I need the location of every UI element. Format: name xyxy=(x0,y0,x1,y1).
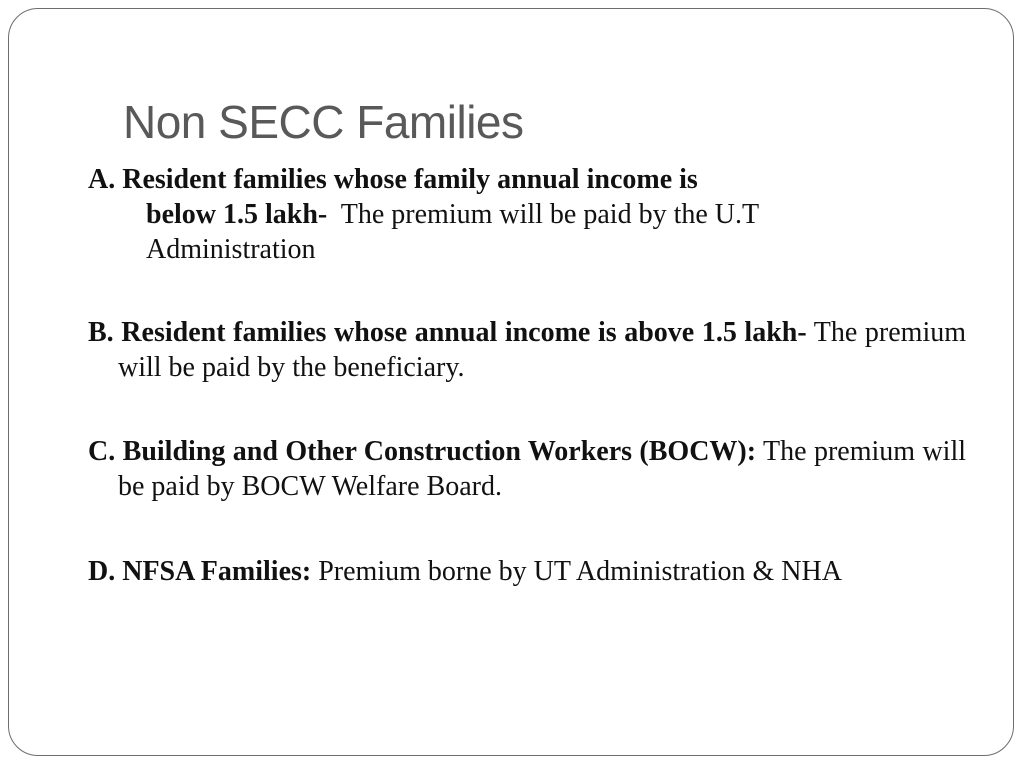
item-b-normal-text: The premium will be paid by the beneficiary. xyxy=(118,317,967,383)
item-a-line-2 xyxy=(88,197,878,232)
item-a-bold-line-2: below 1.5 lakh- xyxy=(146,199,328,230)
list-item-b xyxy=(88,315,966,385)
list-item-c xyxy=(88,434,966,504)
slide-title: Non SECC Families xyxy=(123,96,524,148)
list-item-a xyxy=(88,162,878,267)
item-a-marker: A. xyxy=(88,164,116,195)
item-a-line-1 xyxy=(88,162,878,197)
item-d-marker: D. xyxy=(88,556,116,587)
item-d-normal-text: Premium borne by UT Administration & NHA xyxy=(318,556,842,587)
item-c-bold-text: Building and Other Construction Workers (BOCW): xyxy=(122,436,757,467)
list-item-d xyxy=(88,554,966,589)
item-d-bold-text: NFSA Families: xyxy=(122,556,312,587)
item-a-normal-line-3: Administration xyxy=(146,234,316,265)
item-c-marker: C. xyxy=(88,436,116,467)
item-c-normal-text: The premium will be paid by BOCW Welfare Board. xyxy=(118,436,967,502)
item-b-marker: B. xyxy=(88,317,114,348)
item-a-normal-line-2: The premium will be paid by the U.T xyxy=(340,199,760,230)
item-a-bold-line-1: Resident families whose family annual income is xyxy=(122,164,698,195)
item-b-bold-text: Resident families whose annual income is above 1.5 lakh- xyxy=(121,317,807,348)
